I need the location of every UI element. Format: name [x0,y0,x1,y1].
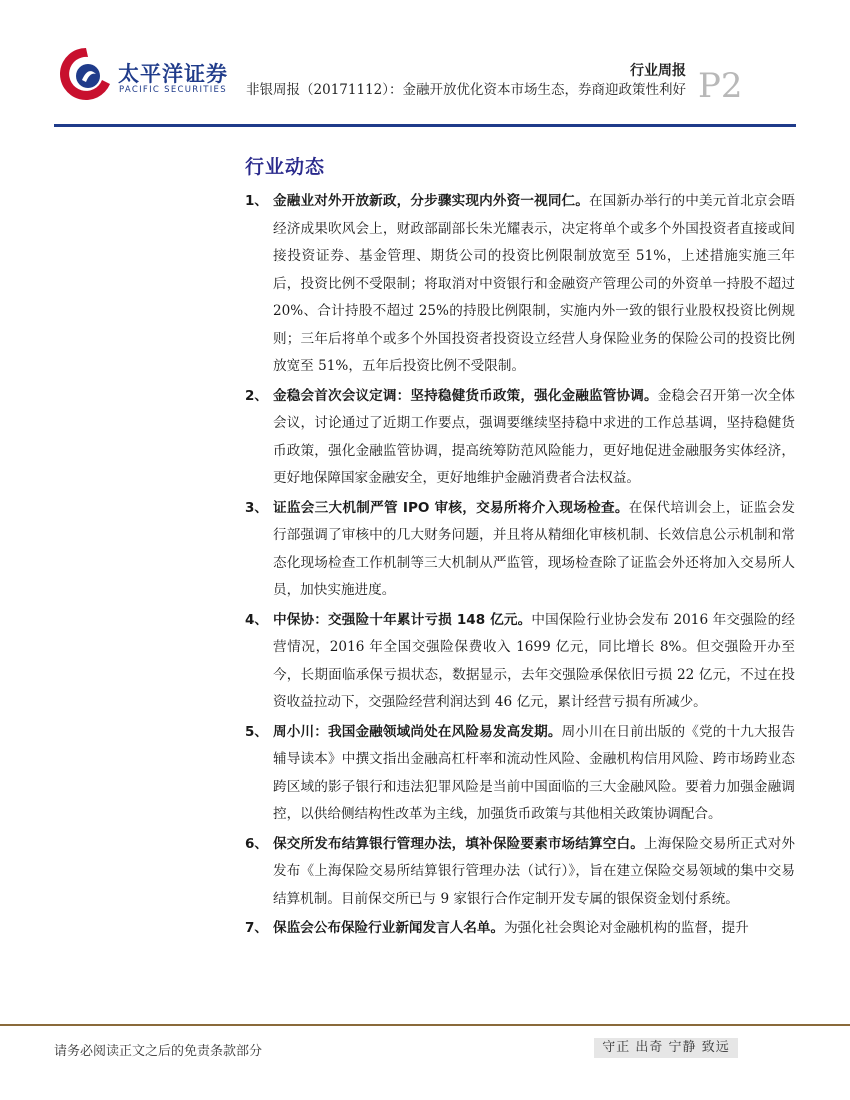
logo-en-text: PACIFIC SECURITIES [119,85,227,95]
item-text [273,495,795,605]
item-headline: 证监会三大机制严管 IPO 审核，交易所将介入现场检查。 [273,499,629,516]
news-list [245,188,795,945]
list-item [245,719,795,829]
item-text [273,607,795,717]
item-headline: 金稳会首次会议定调：坚持稳健货币政策，强化金融监管协调。 [273,387,658,404]
item-body: 为强化社会舆论对金融机构的监督，提升 [504,920,749,936]
item-number: 2、 [245,387,268,404]
item-headline: 金融业对外开放新政，分步骤实现内外资一视同仁。 [273,193,590,209]
item-body: 周小川在日前出版的《党的十九大报告辅导读本》中撰文指出金融高杠杆率和流动性风险、金融机构信用风险、跨市场跨业态跨区域的影子银行和违法犯罪风险是当前中国面临的三大金融风险。要着力加强金融调控，以供给侧结构性改革为主线，加强货币政策与其他相关政策协调配合。 [273,723,796,822]
item-headline: 保监会公布保险行业新闻发言人名单。 [273,920,505,936]
item-headline: 保交所发布结算银行管理办法，填补保险要素市场结算空白。 [273,835,644,852]
item-number: 4、 [245,611,268,628]
list-item [245,915,795,943]
company-logo [58,44,238,104]
item-body: 上海保险交易所正式对外发布《上海保险交易所结算银行管理办法（试行）》，旨在建立保险交易领域的集中交易结算机制。目前保交所已与 9 家银行合作定制开发专属的银保资金划付系统。 [273,835,796,907]
item-body: 在保代培训会上，证监会发行部强调了审核中的几大财务问题，并且将从精细化审核机制、长效信息公示机制和常态化现场检查工作机制等三大机制从严监管，现场检查除了证监会外还将加入交易所人员，加快实施进度。 [273,499,795,598]
item-number: 1、 [245,193,268,209]
item-text [273,719,795,829]
pacific-logo-icon [58,44,114,104]
section-title: 行业动态 [245,156,326,178]
item-body: 中国保险行业协会发布 2016 年交强险的经营情况，2016 年全国交强险保费收入 1699 亿元，同比增长 8%。但交强险开办至今，长期面临承保亏损状态，数据显示，去年交强险承保依旧亏损 22 亿元，不过在投资收益拉动下，交强险经营利润达到 46 亿元，累计经营亏损有所减少。 [273,611,795,710]
list-item [245,188,795,381]
item-text [273,831,795,914]
list-item [245,495,795,605]
item-number: 6、 [245,835,268,852]
footer-slogan: 守正 出奇 宁静 致远 [594,1038,738,1058]
item-number: 5、 [245,723,268,740]
item-headline: 中保协：交强险十年累计亏损 148 亿元。 [273,611,532,628]
item-headline: 周小川：我国金融领域尚处在风险易发高发期。 [273,723,562,740]
footer-divider [0,1024,850,1026]
list-item [245,383,795,493]
item-text [273,915,795,943]
report-title: 非银周报（20171112）：金融开放优化资本市场生态，券商迎政策性利好 [246,82,686,98]
list-item [245,831,795,914]
item-text [273,188,795,381]
item-body: 在国新办举行的中美元首北京会晤经济成果吹风会上，财政部副部长朱光耀表示，决定将单个或多个外国投资者直接或间接投资证券、基金管理、期货公司的投资比例限制放宽至 51%，上述措施实施三年后，投资比例不受限制；将取消对中资银行和金融资产管理公司的外资单一持股不超过 20%、合计持股不超过 25%的持股比例限制，实施内外一致的银行业股权投资比例规则；三年后将单个或多个外国投资者投资设立经营人身保险业务的保险公司的投资比例放宽至 51%，五年后投资比例不受限制。 [273,193,796,374]
item-body: 金稳会召开第一次全体会议，讨论通过了近期工作要点，强调要继续坚持稳中求进的工作总基调，坚持稳健货币政策，强化金融监管协调，提高统筹防范风险能力，更好地促进金融服务实体经济，更好地保障国家金融安全，更好地维护金融消费者合法权益。 [273,387,796,486]
footer-disclaimer: 请务必阅读正文之后的免责条款部分 [54,1044,263,1059]
header-divider [54,124,796,127]
item-number: 3、 [245,499,268,516]
list-item [245,607,795,717]
logo-cn-text: 太平洋证券 [118,62,228,86]
item-number: 7、 [245,920,268,936]
item-text [273,383,795,493]
page-number: P2 [698,66,743,106]
report-type: 行业周报 [630,63,686,79]
